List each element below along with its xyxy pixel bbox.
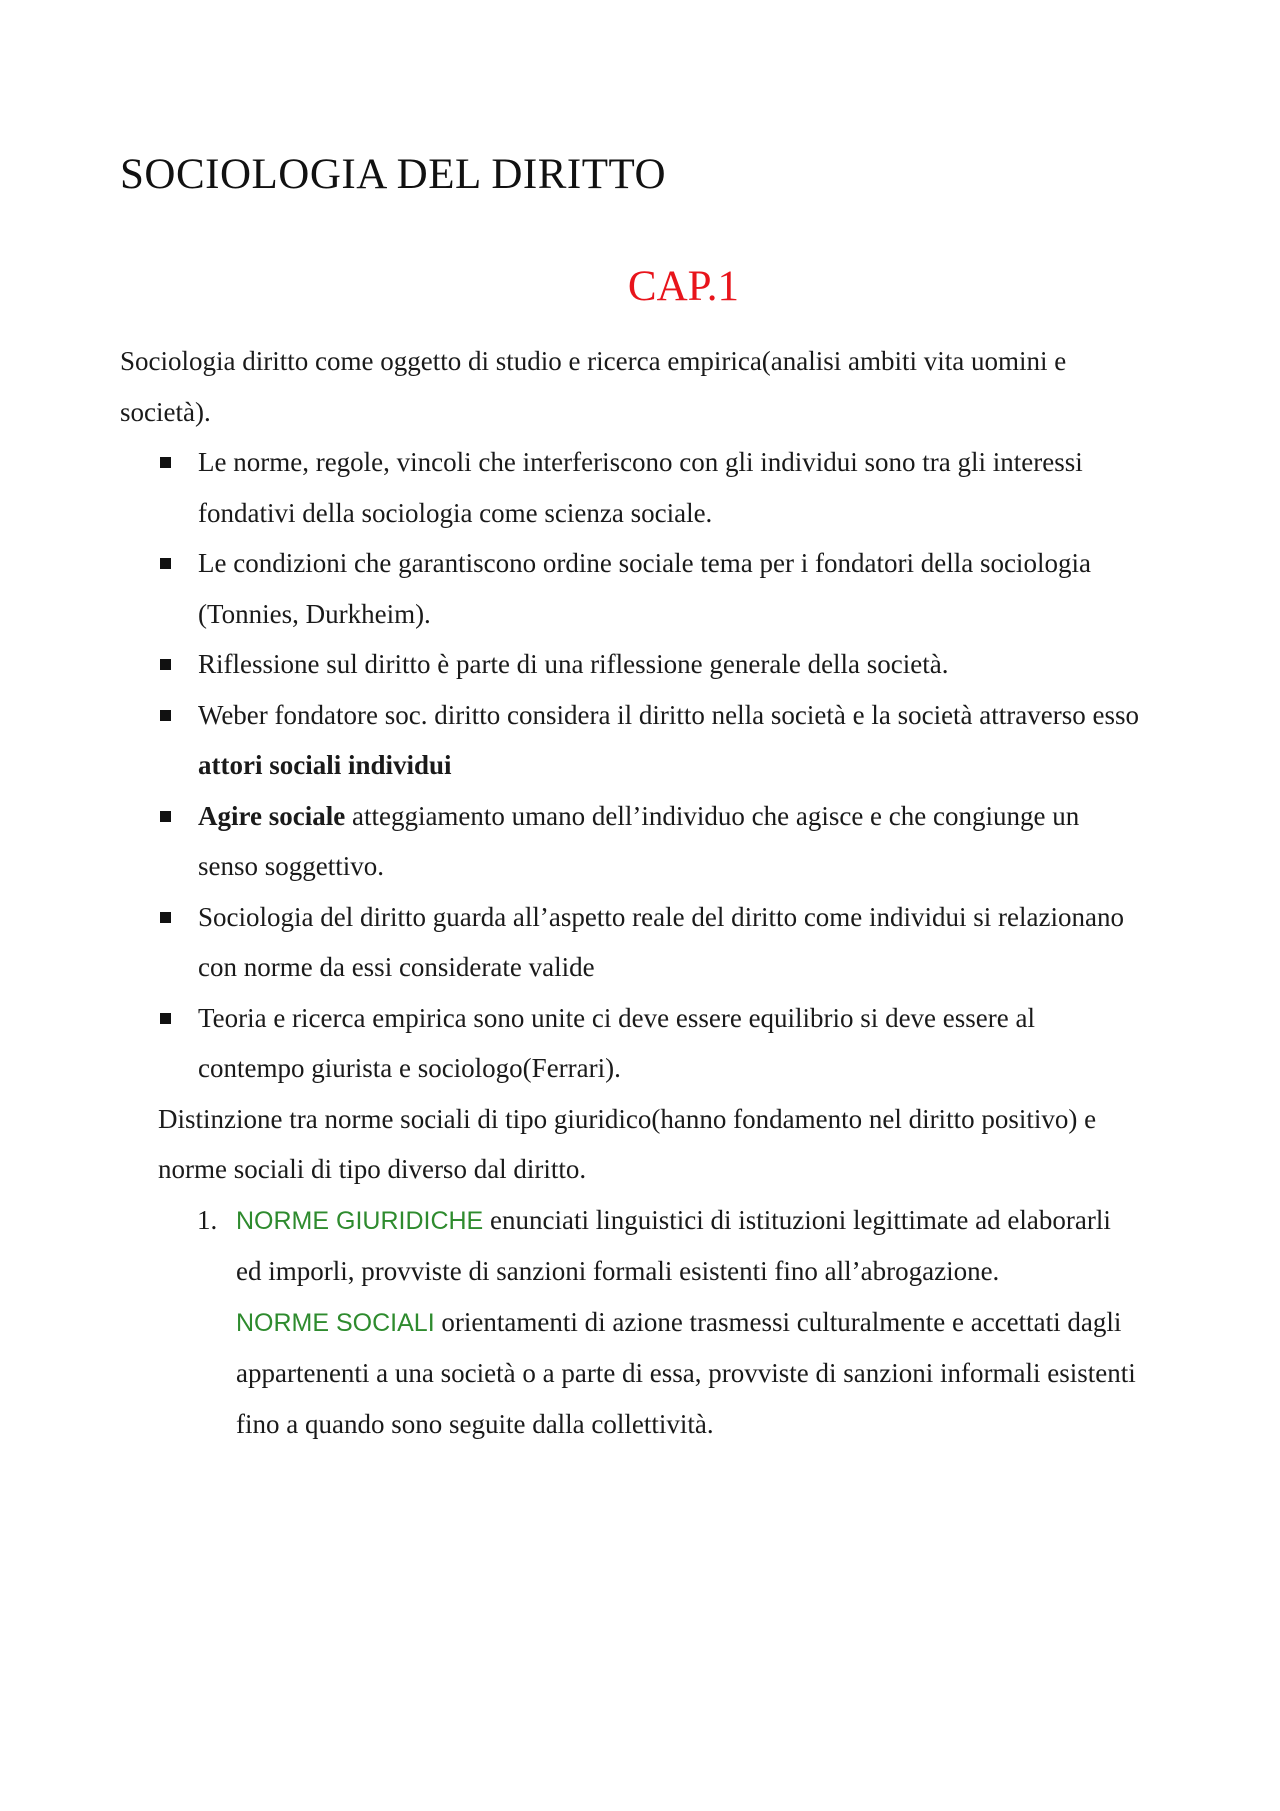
bullet-list — [120, 437, 1140, 1094]
bold-term: Agire sociale — [198, 800, 346, 831]
square-bullet-icon — [160, 558, 171, 569]
document-body — [120, 336, 1140, 1449]
list-item-text: Sociologia del diritto guarda all’aspetto reale del diritto come individui si relazionano con norme da essi considerate valide — [198, 901, 1124, 982]
chapter-heading: CAP.1 — [627, 263, 740, 310]
list-item — [120, 892, 1140, 993]
list-item-text: Le condizioni che garantiscono ordine sociale tema per i fondatori della sociologia (Tonnies, Durkheim). — [198, 548, 1091, 629]
list-item-text: Riflessione sul diritto è parte di una riflessione generale della società. — [198, 649, 949, 679]
list-number: 1. — [197, 1204, 218, 1235]
term-norme-sociali: NORME SOCIALI — [236, 1308, 435, 1337]
term-norme-giuridiche: NORME GIURIDICHE — [236, 1206, 484, 1235]
numbered-item — [120, 1195, 1140, 1297]
list-item — [120, 993, 1140, 1094]
square-bullet-icon — [160, 811, 171, 822]
square-bullet-icon — [160, 659, 171, 670]
distinction-paragraph: Distinzione tra norme sociali di tipo giuridico(hanno fondamento nel diritto positivo) e norme sociali di tipo diverso dal diritto. — [158, 1103, 1097, 1184]
document-title: SOCIOLOGIA DEL DIRITTO — [120, 151, 667, 198]
list-item — [120, 538, 1140, 639]
continuation-paragraph — [120, 1297, 1140, 1450]
list-item — [120, 437, 1140, 538]
term-definition: enunciati linguistici di istituzioni legittimate ad elaborarli ed imporli, provviste di sanzioni formali esistenti fino all’abrogazione. — [236, 1204, 1111, 1286]
square-bullet-icon — [160, 1013, 171, 1024]
list-item-text: Teoria e ricerca empirica sono unite ci deve essere equilibrio si deve essere al contempo giurista e sociologo(Ferrari). — [198, 1002, 1035, 1083]
term-definition: orientamenti di azione trasmessi culturalmente e accettati dagli appartenenti a una società o a parte di essa, provviste di sanzioni informali esistenti fino a quando sono seguite dalla collettività. — [236, 1306, 1136, 1439]
square-bullet-icon — [160, 457, 171, 468]
list-item — [120, 791, 1140, 892]
intro-paragraph: Sociologia diritto come oggetto di studio e ricerca empirica(analisi ambiti vita uomini e società). — [120, 346, 1067, 427]
list-item — [120, 690, 1140, 791]
list-item-text: atteggiamento umano dell’individuo che agisce e che congiunge un senso soggettivo. — [198, 800, 1080, 881]
list-item-text: Le norme, regole, vincoli che interferiscono con gli individui sono tra gli interessi fondativi della sociologia come scienza sociale. — [198, 447, 1083, 528]
list-item-text: Weber fondatore soc. diritto considera il diritto nella società e la società attraverso esso — [198, 699, 1139, 730]
bold-term: attori sociali individui — [198, 750, 452, 780]
list-item — [120, 639, 1140, 690]
square-bullet-icon — [160, 912, 171, 923]
square-bullet-icon — [160, 710, 171, 721]
numbered-list — [120, 1195, 1140, 1297]
